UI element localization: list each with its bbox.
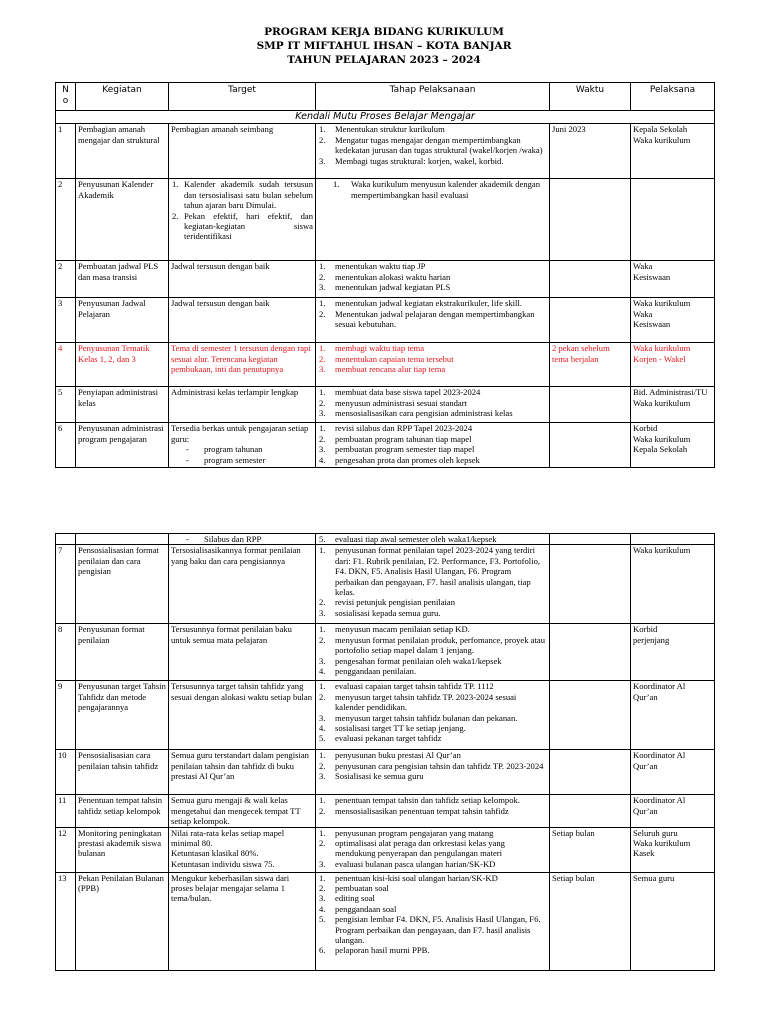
target-item-text: Pekan efektif, hari efektif, dan kegiatan-kegiatan siswa teridentifikasi [184,210,313,242]
item-num: 3. [319,408,326,419]
tahap-item [318,309,547,330]
table-row [56,795,715,827]
row-no: 2 [56,179,76,261]
item-num: 2. [319,838,326,849]
item-num: 2. [319,691,326,702]
tahap-item [318,398,547,408]
tahap-item-text: evaluasi pekanan target tahfidz [335,733,442,744]
item-num: 1. [319,387,326,398]
target-item [171,179,313,210]
line: Korbid [633,624,658,635]
row-no: 3 [56,298,76,343]
row-target [169,298,316,343]
tahap-item-text: penyusunan cara pengisian tahsin dan tahfidz TP. 2023-2024 [335,760,544,771]
tahap-item-text: sosialisasi kepada semua guru. [335,607,441,618]
tahap-item [318,761,547,771]
line: Waka kurikulum [633,343,691,354]
col-target: Target [169,83,316,111]
table-row [56,387,715,423]
tahap-item [318,828,547,838]
tahap-item [318,666,547,676]
row-tahap [316,261,550,298]
item-num: 1. [319,298,326,309]
row-waktu [550,624,631,681]
item-num: 1. [319,827,326,838]
tahap-item-text: menentukan capaian tema tersebut [335,353,454,364]
row-tahap [316,545,550,624]
row-kegiatan: Penyusunan Jadwal Pelajaran [76,298,169,343]
tahap-item-text: pengesahan prota dan promes oleh kepsek [335,454,480,465]
tahap-item-text: Menentukan struktur kurikulum [335,124,445,135]
item-num: 2. [319,805,326,816]
item-num: 2. [319,433,326,444]
row-target [169,750,316,795]
tahap-item [318,873,547,883]
row-no: 7 [56,545,76,624]
tahap-item: evaluasi tiap awal semester oleh waka1/kepsek [335,534,497,544]
row-waktu [550,298,631,343]
item-num: 2. [319,134,326,145]
col-tahap: Tahap Pelaksanaan [316,83,550,111]
row-waktu [550,681,631,750]
row-kegiatan: Monitoring peningkatan prestasi akademik siswa bulanan [76,827,169,872]
table-row [56,624,715,681]
line: Kepala Sekolah [633,444,688,455]
table-row [56,423,715,468]
row-waktu: 2 pekan sebelum tema berjalan [550,343,631,387]
tahap-item-text: menyusun format penilaian produk, perfomance, proyek atau portofolio setiap mapel dalam 1 jenjang. [335,634,545,656]
item-num: 1. [319,750,326,761]
row-kegiatan: Pekan Penilaian Bulanan (PPB) [76,872,169,970]
item-num: 2. [319,271,326,282]
line: perjenjang [633,634,670,645]
row-kegiatan: Pembagian amanah mengajar dan struktural [76,124,169,179]
row-kegiatan: Pensosialisasian format penilaian dan cara pengisian [76,545,169,624]
tahap-item-text: penyusunan buku prestasi Al Qur’an [335,750,461,761]
tahap-item-text: pengesahan format penilaian oleh waka1/kepsek [335,655,502,666]
tahap-item-text: pengisian lembar F4. DKN, F5. Analisis Hasil Ulangan, F6. Program perbaikan dan pengayaan, dan F7. hasil analisis ulangan. [335,914,541,946]
continuation-row: - Silabus dan RPP 5. evaluasi tiap awal semester oleh waka1/kepsek [56,534,715,545]
line: Ketuntasan individu siswa 75. [171,858,275,869]
tahap-item [318,859,547,869]
tahap-item-text: menentukan alokasi waktu harian [335,271,451,282]
tahap-item [318,914,547,945]
tahap-item-text: penentuan tempat tahsin dan tahfidz setiap kelompok. [335,795,520,806]
tahap-item [318,545,547,597]
row-waktu [550,545,631,624]
section-title: Kendali Mutu Proses Belajar Mengajar [56,111,715,124]
target-dash-text: program semester [204,454,266,465]
section-row [56,111,715,124]
line: Nilai rata-rata kelas setiap mapel minimal 80. [171,827,285,849]
item-num: 2. [319,634,326,645]
row-waktu: Juni 2023 [550,124,631,179]
row-pelaksana [631,681,715,750]
row-tahap [316,872,550,970]
line: Kesiswaan [633,271,671,282]
row-kegiatan: Penyusunan format penilaian [76,624,169,681]
item-num: 1. [319,624,326,635]
tahap-item [318,179,547,200]
line: Ketuntasan klasikal 80%. [171,848,259,859]
target-dash-item: - program semester [186,454,266,465]
row-kegiatan: Pembuatan jadwal PLS dan masa transisi [76,261,169,298]
tahap-item-text: penggandaan penilaian. [335,666,417,677]
row-kegiatan: Penyusunan target Tahsin Tahfidz dan metode pengajarannya [76,681,169,750]
tahap-item [318,444,547,454]
line: Waka [633,308,653,319]
target-item [171,211,313,242]
line: Semua guru terstandart dalam pengisian penilaian tahsin dan tahfidz di buku prestasi Al Qur’an [171,750,309,782]
line: Tersusunnya target tahsin tahfidz yang sesuai dengan alokasi waktu setiap bulan [171,681,313,702]
row-waktu [550,261,631,298]
item-num: 3. [319,771,326,782]
doc-year: TAHUN PELAJARAN 2023 – 2024 [287,54,481,66]
tahap-item [318,156,547,166]
line: Korbid [633,423,658,434]
row-target [169,179,316,261]
tahap-item-text: penyusunan program pengajaran yang matang [335,827,494,838]
item-num: 3. [319,655,326,666]
tahap-item-text: revisi petunjuk pengisian penilaian [335,597,456,608]
row-target [169,387,316,423]
row-waktu [550,795,631,827]
tahap-item [318,343,547,353]
tahap-item [318,364,547,374]
tahap-item-text: optimalisasi alat peraga dan orkrestasi kelas yang mendukung penyerapan dan pengulangan materi [335,838,505,859]
line: Waka kurikulum [633,298,691,309]
doc-title: PROGRAM KERJA BIDANG KURIKULUM [264,26,504,38]
tahap-item-text: Membagi tugas struktural: korjen, wakel, korbid. [335,155,504,166]
line: Tersosialisasikannya format penilaian yang baku dan cara pengisiannya [171,545,301,566]
row-kegiatan: Penyusunan administrasi program pengajaran [76,423,169,468]
table-header-row [56,83,715,111]
item-num: 3. [319,364,326,375]
line: Koordinator Al Qur’an [633,750,686,771]
item-num: 1. [319,872,326,883]
table-row [56,681,715,750]
tahap-item [318,750,547,760]
item-num: 3. [319,607,326,618]
row-tahap [316,179,550,261]
line: Semua guru mengaji & wali kelas mengetahui dan mengecek tempat TT setiap kelompok. [171,795,301,827]
item-num: 2. [172,210,179,221]
tahap-item [318,945,547,955]
col-no: N o [56,83,76,111]
tahap-item [318,387,547,397]
tahap-item [318,124,547,134]
tahap-item-text: menyusun target tahsin tahfidz TP. 2023-2024 sesuai kalender pendidikan. [335,691,517,713]
col-pelaksana: Pelaksana [631,83,715,111]
table-row [56,872,715,970]
row-tahap [316,795,550,827]
row-no: 1 [56,124,76,179]
item-num: 1. [319,261,326,272]
item-num: 2. [319,308,326,319]
line: Waka kurikulum [633,433,691,444]
row-tahap [316,124,550,179]
table-row [56,343,715,387]
row-kegiatan: Penentuan tempat tahsin tahfidz setiap kelompok [76,795,169,827]
tahap-item-text: pembuatan soal [335,883,389,894]
tahap-item [318,795,547,805]
item-num: 1. [319,343,326,354]
row-kegiatan: Penyusunan Tematik Kelas 1, 2, dan 3 [76,343,169,387]
tahap-item [318,608,547,618]
row-pelaksana [631,545,715,624]
tahap-item-text: menyusun macam penilaian setiap KD. [335,624,470,635]
line: Tersusunnya format penilaian baku untuk semua mata pelajaran [171,624,292,645]
doc-school: SMP IT MIFTAHUL IHSAN – KOTA BANJAR [256,40,512,52]
tahap-item [318,408,547,418]
item-num: 4. [319,666,326,677]
row-pelaksana [631,827,715,872]
tahap-item [318,771,547,781]
target-dash-item: Silabus dan RPP [204,534,262,544]
tahap-item [318,692,547,713]
line: Jadwal tersusun dengan baik [171,298,270,309]
row-target [169,624,316,681]
item-num: 3. [319,858,326,869]
row-target [169,261,316,298]
tahap-item [318,282,547,292]
row-kegiatan: Pensosialisasian cara penilaian tahsin tahfidz [76,750,169,795]
col-waktu: Waktu [550,83,631,111]
item-num: 5. [319,733,326,744]
row-kegiatan: Penyusunan Kalender Akademik [76,179,169,261]
program-table-page-1 [55,82,715,468]
tahap-item-text: evaluasi capaian target tahsin tahfidz TP. 1112 [335,681,494,692]
item-num: 3. [319,712,326,723]
tahap-item-text: menyusun administrasi sesuai standart [335,397,467,408]
row-pelaksana [631,795,715,827]
line: Waka [633,261,653,272]
tahap-item-text: pembuatan program tahunan tiap mapel [335,433,472,444]
row-pelaksana [631,298,715,343]
tahap-item-text: Sosialisasi ke semua guru [335,771,424,782]
col-kegiatan: Kegiatan [76,83,169,111]
tahap-item [318,261,547,271]
line: Waka kurikulum [633,545,691,556]
item-num: 1. [172,179,179,190]
table-row [56,179,715,261]
item-num: 6. [319,945,326,956]
tahap-item-text: penggandaan soal [335,903,397,914]
row-pelaksana [631,179,715,261]
tahap-item-text: Waka kurikulum menyusun kalender akademik dengan mempertimbangkan hasil evaluasi [351,179,541,200]
row-pelaksana [631,750,715,795]
tahap-item-text: menentukan waktu tiap JP [335,261,426,272]
item-num: 1. [319,681,326,692]
item-num: 2. [319,353,326,364]
row-no: 2 [56,261,76,298]
row-kegiatan: Penyiapan administrasi kelas [76,387,169,423]
line: Kasek [633,848,655,859]
item-num: 4. [319,454,326,465]
row-target [169,124,316,179]
row-tahap [316,681,550,750]
item-num: 2. [319,397,326,408]
tahap-item-text: menentukan jadwal kegiatan PLS [335,282,451,293]
item-num: 1. [319,124,326,135]
table-row [56,261,715,298]
line: Seluruh guru [633,827,678,838]
tahap-item [318,272,547,282]
item-num: 3. [319,155,326,166]
table-row [56,827,715,872]
row-pelaksana [631,872,715,970]
row-pelaksana [631,261,715,298]
tahap-item [318,806,547,816]
target-item-text: Kalender akademik sudah tersusun dan tersosialisasi satu bulan sebelum tahun ajaran baru Dimulai. [184,179,313,211]
item-num: 3. [319,444,326,455]
tahap-item [318,883,547,893]
row-no: 9 [56,681,76,750]
row-pelaksana [631,624,715,681]
tahap-item-text: membuat data base siswa tapel 2023-2024 [335,387,481,398]
row-tahap [316,298,550,343]
tahap-item-text: mensosialisasikan cara pengisian administrasi kelas [335,408,513,419]
program-table-page-2 [55,533,715,971]
tahap-item [318,733,547,743]
row-tahap [316,423,550,468]
line: Administrasi kelas terlampir lengkap [171,387,299,398]
tahap-item [318,135,547,156]
tahap-item [318,681,547,691]
row-target [169,795,316,827]
item-num: 2. [319,760,326,771]
row-tahap [316,624,550,681]
tahap-item [318,838,547,859]
line: Koordinator Al Qur’an [633,681,686,702]
tahap-item-text: membuat rencana alur tiap tema [335,364,446,375]
row-pelaksana [631,343,715,387]
tahap-item [318,298,547,308]
item-num: 2. [319,883,326,894]
row-no: 10 [56,750,76,795]
tahap-item [318,656,547,666]
table-row [56,124,715,179]
row-no: 11 [56,795,76,827]
item-num: 1. [333,179,340,190]
tahap-item [318,434,547,444]
tahap-item-text: Mengatur tugas mengajar dengan mempertimbangkan kedekatan jurusan dan tugas struktural (wakel/korjen /waka) [335,134,543,156]
tahap-item [318,597,547,607]
row-waktu: Setiap bulan [550,827,631,872]
row-target [169,827,316,872]
tahap-item-text: penentuan kisi-kisi soal ulangan harian/SK-KD [335,872,498,883]
target-dash-item: - program tahunan [186,444,263,455]
tahap-item-text: membagi waktu tiap tema [335,343,425,354]
row-waktu [550,179,631,261]
row-pelaksana [631,423,715,468]
tahap-item-text: sosialisasi target TT ke setiap jenjang. [335,723,466,734]
item-num: 1. [319,545,326,556]
row-target [169,343,316,387]
row-tahap [316,750,550,795]
table-row [56,545,715,624]
tahap-item-text: menyusun target tahsin tahfidz bulanan dan pekanan. [335,712,518,723]
item-num: 2. [319,597,326,608]
line: Waka kurikulum [633,838,691,849]
line: Waka kurikulum [633,397,691,408]
item-num: 5. [319,914,326,925]
tahap-item-text: penyusunan format penilaian tapel 2023-2024 yang terdiri dari: F1. Rubrik penilaian, F2. Performance, F3. Portofolio, F4. DKN, F5. Analisis Hasil Ulangan, F6. Program perbaikan dan pengayaan, F7. hasil analisis ulangan, tiap kelas. [335,545,541,598]
row-tahap [316,343,550,387]
line: Tersedia berkas untuk pengajaran setiap guru: [171,423,309,444]
table-row [56,298,715,343]
tahap-item-text: editing soal [335,893,375,904]
tahap-item-text: pembuatan program semester tiap mapel [335,444,475,455]
tahap-item [318,713,547,723]
row-waktu [550,750,631,795]
row-tahap [316,387,550,423]
row-target [169,681,316,750]
row-target [169,423,316,468]
line: Mengukur keberhasilan siswa dari proses belajar mengajar selama 1 tema/bulan. [171,872,290,904]
item-num: 4. [319,903,326,914]
line: Bid. Administrasi/TU [633,387,708,398]
line: Tema di semester 1 tersusun dengan rapi sesuai alur. Terencana kegiatan pembukaan, inti dan penutupnya [171,343,311,375]
tahap-item [318,723,547,733]
tahap-item [318,423,547,433]
line: Pembagian amanah seimbang [171,124,274,135]
row-waktu [550,423,631,468]
target-dash-text: program tahunan [204,444,263,455]
row-no: 8 [56,624,76,681]
item-num: 3. [319,282,326,293]
line: Semua guru [633,872,675,883]
tahap-item [318,455,547,465]
row-no: 5 [56,387,76,423]
tahap-item-text: mensosialisasikan penentuan tempat tahsin tahfidz [335,805,509,816]
row-tahap [316,827,550,872]
tahap-item-text: evaluasi bulanan pasca ulangan harian/SK-KD [335,858,496,869]
row-target [169,545,316,624]
row-no: 13 [56,872,76,970]
line: Waka kurikulum [633,134,691,145]
tahap-item-text: pelaporan hasil murni PPB. [335,945,430,956]
table-row [56,750,715,795]
row-no: 12 [56,827,76,872]
item-num: 3. [319,893,326,904]
line: Korjen - Wakel [633,353,686,364]
tahap-item-text: Menentukan jadwal pelajaran dengan mempertimbangkan sesuai kebutuhan. [335,308,535,330]
line: Kesiswaan [633,319,671,330]
tahap-item [318,635,547,656]
line: Kepala Sekolah [633,124,688,135]
line: Jadwal tersusun dengan baik [171,261,270,272]
row-no: 4 [56,343,76,387]
tahap-item-text: revisi silabus dan RPP Tapel 2023-2024 [335,423,473,434]
row-waktu [550,387,631,423]
item-num: 1. [319,795,326,806]
row-no: 6 [56,423,76,468]
tahap-item [318,893,547,903]
item-num: 1. [319,423,326,434]
row-pelaksana [631,124,715,179]
row-pelaksana [631,387,715,423]
tahap-item-text: menentukan jadwal kegiatan ekstrakurikuler, life skill. [335,298,522,309]
item-num: 4. [319,723,326,734]
row-waktu: Setiap bulan [550,872,631,970]
line: Koordinator Al Qur’an [633,795,686,816]
tahap-item [318,904,547,914]
row-target [169,872,316,970]
tahap-item [318,624,547,634]
tahap-item [318,354,547,364]
